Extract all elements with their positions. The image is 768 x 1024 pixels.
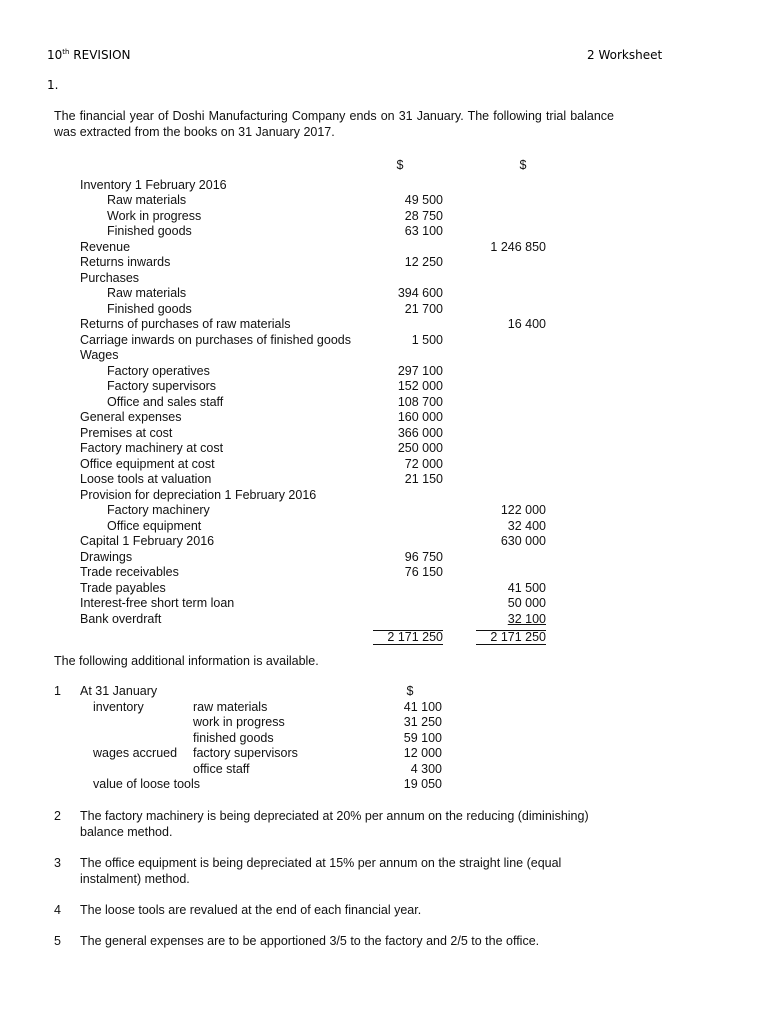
trial-balance-row xyxy=(80,410,560,426)
row-label: Purchases xyxy=(80,270,140,285)
row-label: Wages xyxy=(80,348,119,362)
additional-value: 19 050 xyxy=(403,777,442,791)
note-item xyxy=(54,855,614,889)
note-number: 2 xyxy=(54,809,61,823)
trial-balance-row xyxy=(80,193,560,209)
credit-currency-header: $ xyxy=(519,158,527,172)
trial-balance-row xyxy=(80,317,560,333)
note-item xyxy=(54,902,614,936)
debit-value: 72 000 xyxy=(404,456,443,471)
trial-balance-row xyxy=(80,364,560,380)
credit-value: 16 400 xyxy=(507,317,546,331)
trial-balance-row xyxy=(80,581,560,597)
credit-value: 630 000 xyxy=(500,534,546,548)
debit-value: 63 100 xyxy=(404,224,443,238)
additional-row xyxy=(80,762,480,778)
trial-balance-row xyxy=(80,596,560,612)
debit-value: 49 500 xyxy=(404,193,443,207)
debit-value: 12 250 xyxy=(404,255,443,269)
row-label: Bank overdraft xyxy=(80,611,162,626)
additional-group: wages accrued xyxy=(93,746,178,760)
credit-value: 50 000 xyxy=(507,596,546,610)
additional-row xyxy=(80,777,480,793)
trial-balance-row xyxy=(80,503,560,519)
note-text: The loose tools are revalued at the end of each financial year. xyxy=(80,903,422,917)
additional-currency: $ xyxy=(406,684,414,698)
trial-balance-row xyxy=(80,441,560,457)
row-label: Raw materials xyxy=(107,193,187,207)
row-label: Provision for depreciation 1 February 2016 xyxy=(80,487,317,502)
debit-value: 108 700 xyxy=(397,394,443,409)
debit-value: 76 150 xyxy=(404,565,443,579)
trial-balance-row xyxy=(80,255,560,271)
debit-value: 96 750 xyxy=(404,549,443,564)
debit-value: 366 000 xyxy=(397,425,443,440)
header-left xyxy=(47,48,131,62)
additional-row xyxy=(80,715,480,731)
trial-balance-row xyxy=(80,333,560,349)
credit-total: 2 171 250 xyxy=(476,630,546,645)
credit-value: 1 246 850 xyxy=(490,239,546,254)
row-label: Inventory 1 February 2016 xyxy=(80,177,227,192)
row-label: Capital 1 February 2016 xyxy=(80,534,215,548)
additional-item: raw materials xyxy=(193,699,268,714)
note-text: The general expenses are to be apportioned 3/5 to the factory and 2/5 to the office. xyxy=(80,934,540,948)
row-label: Trade receivables xyxy=(80,565,179,579)
debit-total: 2 171 250 xyxy=(373,630,443,645)
trial-balance-row xyxy=(80,302,560,318)
trial-balance-row xyxy=(80,550,560,566)
debit-value: 1 500 xyxy=(411,332,443,347)
trial-balance-row xyxy=(80,271,560,287)
row-label: Trade payables xyxy=(80,580,166,595)
trial-balance-row xyxy=(80,209,560,225)
row-label: Work in progress xyxy=(107,208,202,223)
trial-balance-row xyxy=(80,240,560,256)
debit-currency-header: $ xyxy=(396,158,404,172)
header-ordinal: th xyxy=(62,48,70,56)
credit-value: 32 400 xyxy=(507,518,546,533)
note-number: 5 xyxy=(54,934,61,948)
additional-item: office staff xyxy=(193,761,250,776)
note-number: 3 xyxy=(54,856,61,870)
header-title: REVISION xyxy=(69,48,131,62)
row-label: Factory supervisors xyxy=(107,379,217,393)
additional-heading: At 31 January xyxy=(80,684,158,698)
row-label: Drawings xyxy=(80,549,133,564)
trial-balance-row xyxy=(80,488,560,504)
additional-intro: The following additional information is available. xyxy=(54,654,319,668)
credit-value: 122 000 xyxy=(500,503,546,517)
debit-value: 250 000 xyxy=(397,441,443,455)
additional-value: 31 250 xyxy=(403,715,442,729)
additional-group: inventory xyxy=(93,699,144,714)
additional-rows xyxy=(80,700,480,793)
row-label: Carriage inwards on purchases of finished goods xyxy=(80,332,351,347)
row-label: Returns of purchases of raw materials xyxy=(80,317,291,331)
row-label: Factory machinery xyxy=(107,503,210,517)
additional-number: 1 xyxy=(54,684,61,698)
row-label: Premises at cost xyxy=(80,425,173,440)
trial-balance-row xyxy=(80,426,560,442)
debit-value: 28 750 xyxy=(404,208,443,223)
row-label: Office and sales staff xyxy=(107,394,224,409)
row-label: Revenue xyxy=(80,239,131,254)
additional-value: 41 100 xyxy=(403,699,442,714)
trial-balance-row xyxy=(80,348,560,364)
trial-balance-row xyxy=(80,565,560,581)
row-label: Returns inwards xyxy=(80,255,171,269)
note-number: 4 xyxy=(54,903,61,917)
debit-value: 152 000 xyxy=(397,379,443,393)
currency-header-row xyxy=(80,158,560,174)
note-item xyxy=(54,933,614,967)
additional-item: factory supervisors xyxy=(193,746,298,760)
row-label: Office equipment xyxy=(107,518,202,533)
row-label: Factory machinery at cost xyxy=(80,441,224,455)
row-label: General expenses xyxy=(80,410,182,424)
totals-row xyxy=(80,629,560,645)
header-number: 10 xyxy=(47,48,63,62)
trial-balance-row xyxy=(80,286,560,302)
additional-row xyxy=(80,731,480,747)
row-label: Factory operatives xyxy=(107,363,210,378)
additional-group: value of loose tools xyxy=(93,777,201,791)
trial-balance-row xyxy=(80,457,560,473)
row-label: Loose tools at valuation xyxy=(80,472,212,486)
debit-value: 297 100 xyxy=(397,363,443,378)
additional-item: work in progress xyxy=(193,715,285,729)
trial-balance-row xyxy=(80,379,560,395)
debit-value: 21 700 xyxy=(404,301,443,316)
trial-balance-row xyxy=(80,612,560,628)
row-label: Interest-free short term loan xyxy=(80,596,235,610)
debit-value: 394 600 xyxy=(397,286,443,300)
additional-item: finished goods xyxy=(193,730,274,745)
trial-balance-row xyxy=(80,472,560,488)
trial-balance-row xyxy=(80,519,560,535)
trial-balance-rows xyxy=(80,178,560,628)
additional-row xyxy=(80,700,480,716)
credit-value: 32 100 xyxy=(507,611,546,626)
row-label: Office equipment at cost xyxy=(80,456,215,471)
debit-value: 160 000 xyxy=(397,410,443,424)
trial-balance-row xyxy=(80,224,560,240)
row-label: Raw materials xyxy=(107,286,187,300)
additional-info-table xyxy=(80,684,480,793)
additional-heading-row xyxy=(80,684,480,700)
trial-balance-row xyxy=(80,178,560,194)
additional-value: 4 300 xyxy=(410,761,442,776)
additional-value: 59 100 xyxy=(403,730,442,745)
trial-balance-row xyxy=(80,534,560,550)
trial-balance-table xyxy=(80,158,560,645)
additional-row xyxy=(80,746,480,762)
question-number: 1. xyxy=(47,78,59,92)
note-text: The factory machinery is being depreciated at 20% per annum on the reducing (diminishing) balance method. xyxy=(80,809,589,839)
row-label: Finished goods xyxy=(107,301,192,316)
note-item xyxy=(54,808,614,842)
debit-value: 21 150 xyxy=(404,472,443,486)
header-right: 2 Worksheet xyxy=(587,48,663,62)
row-label: Finished goods xyxy=(107,224,192,238)
additional-value: 12 000 xyxy=(403,746,442,760)
intro-paragraph: The financial year of Doshi Manufacturing Company ends on 31 January. The following trial balance was extracted from the books on 31 January 2017. xyxy=(54,109,614,139)
note-text: The office equipment is being depreciated at 15% per annum on the straight line (equal instalment) method. xyxy=(80,856,562,886)
credit-value: 41 500 xyxy=(507,580,546,595)
trial-balance-row xyxy=(80,395,560,411)
